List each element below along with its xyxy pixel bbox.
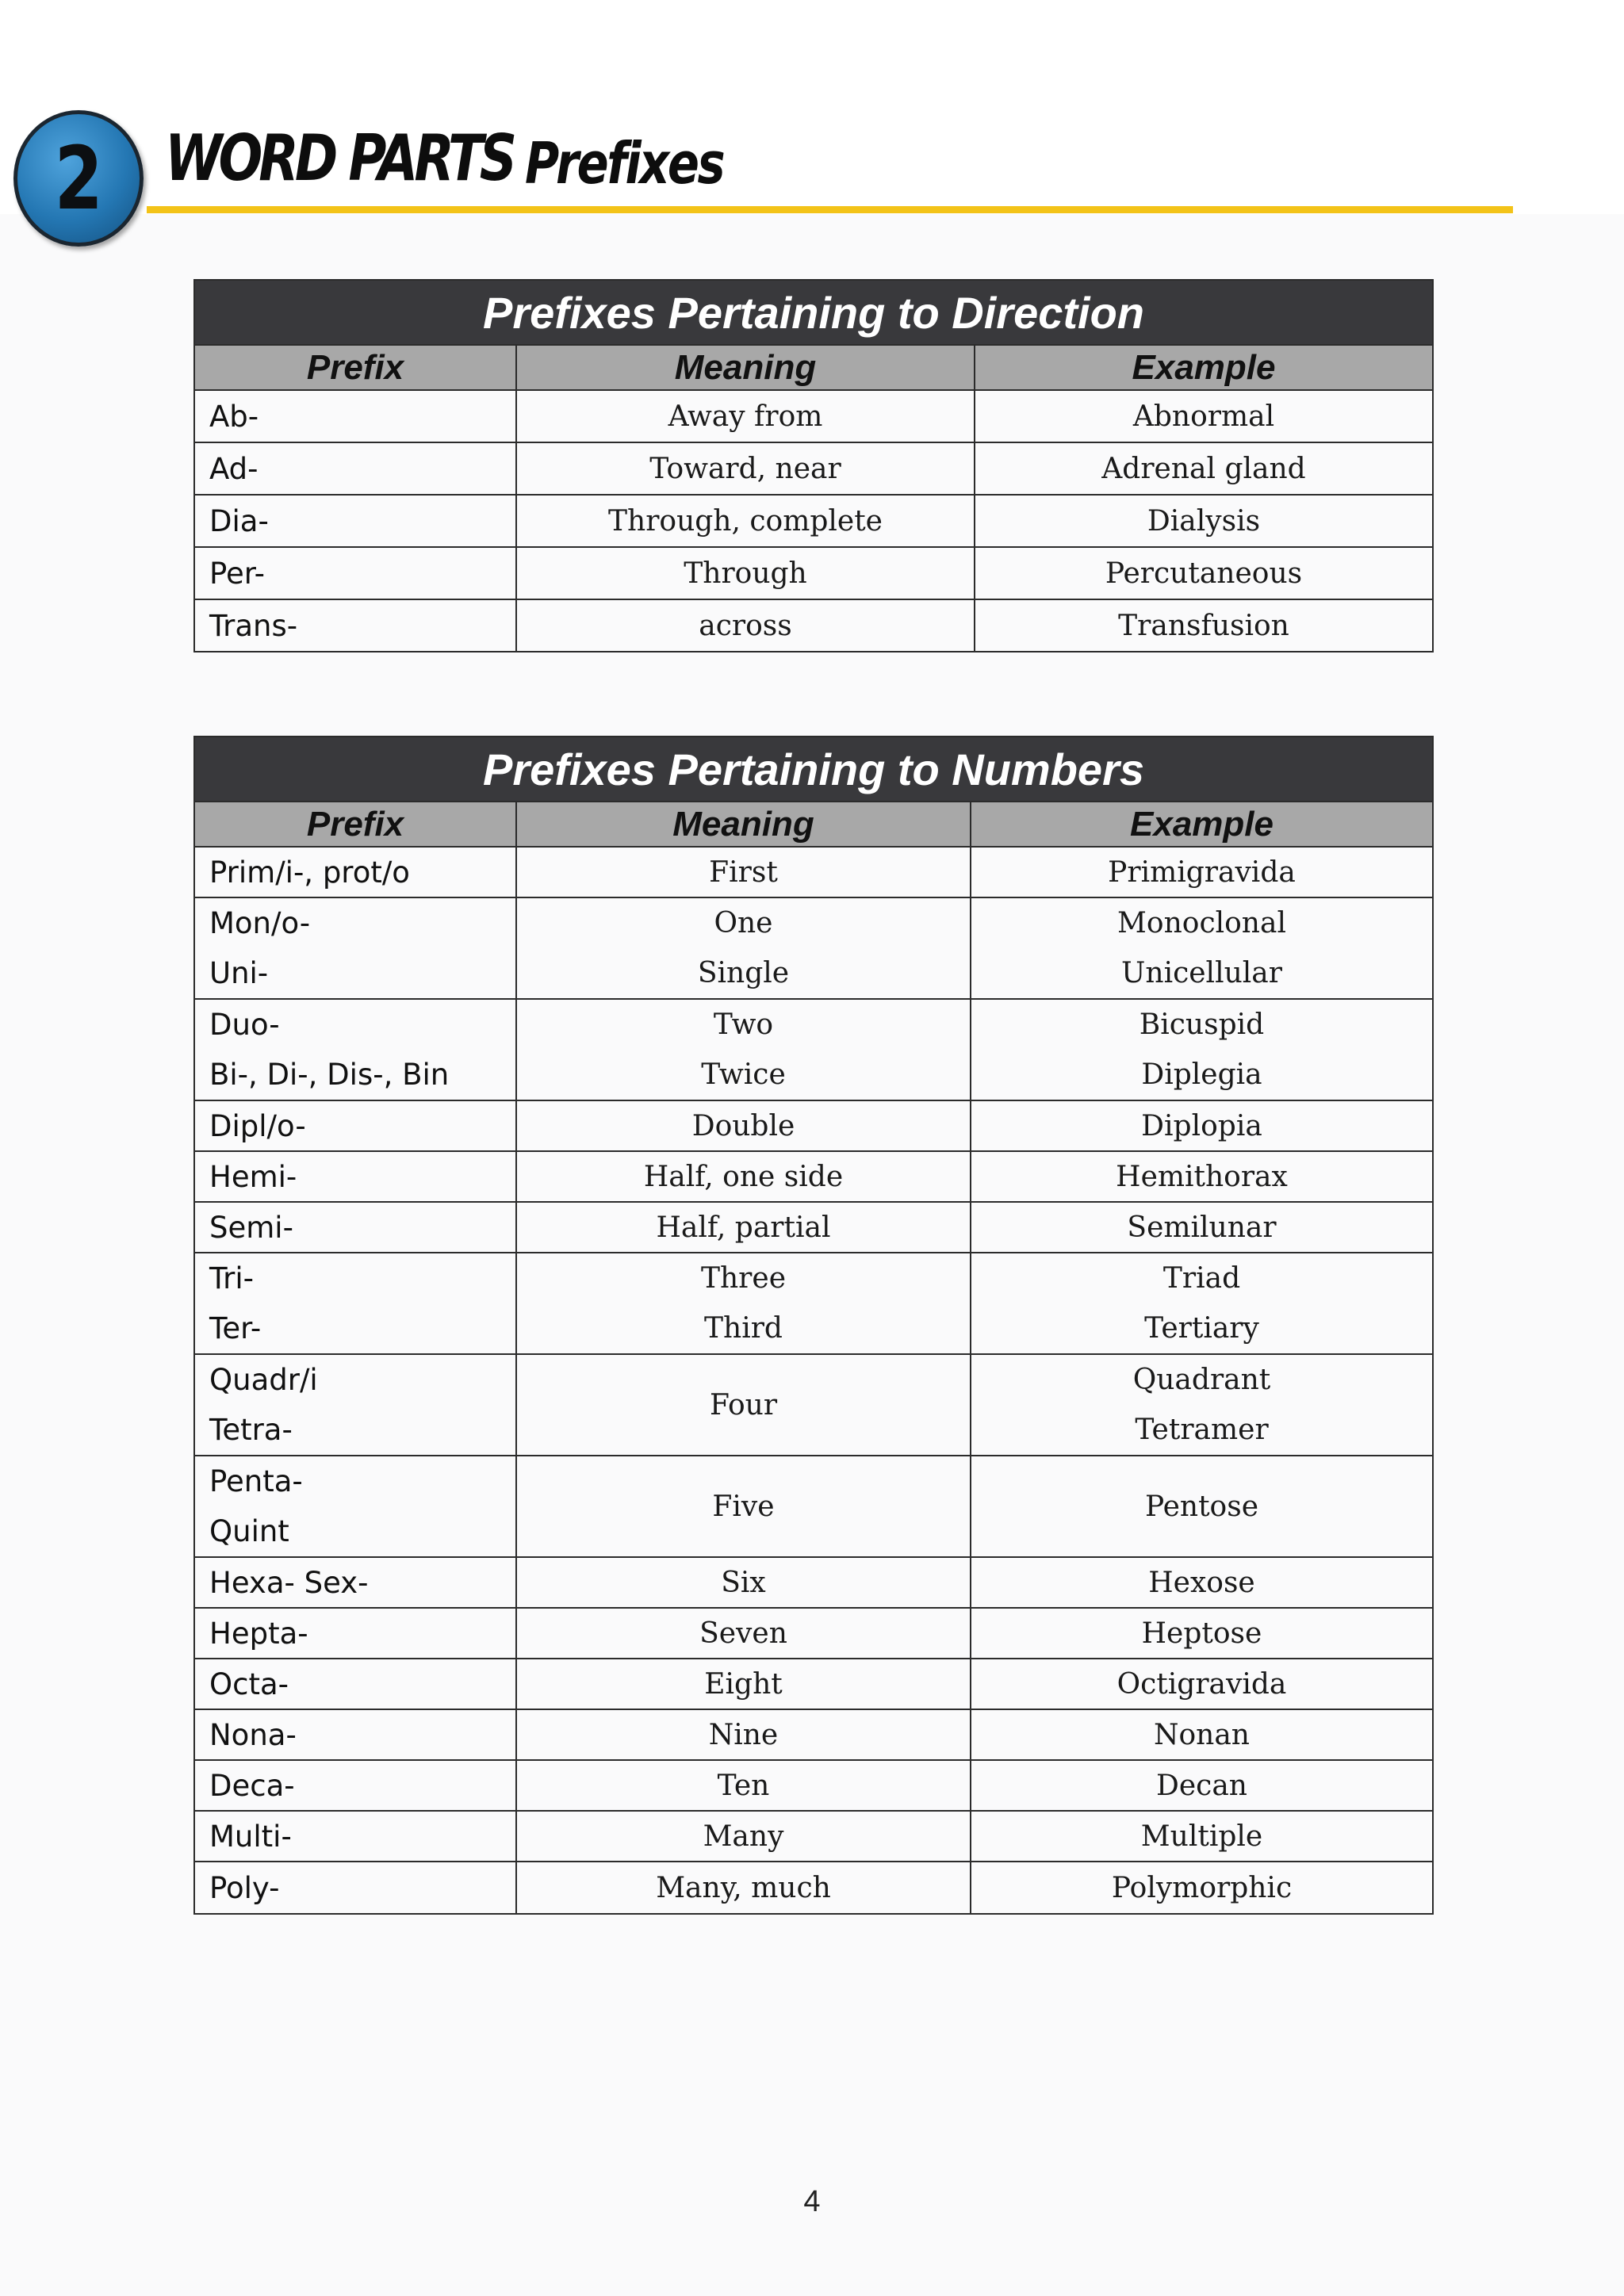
meaning-text: Toward, near: [649, 452, 841, 485]
example-text: Nonan: [1153, 1718, 1250, 1751]
example-text: Decan: [1156, 1769, 1247, 1802]
prefix-cell: [194, 1709, 516, 1760]
example-text: Transfusion: [1118, 609, 1289, 642]
meaning-cell: [516, 1557, 971, 1608]
example-cell: [971, 1354, 1433, 1456]
prefix-text: Semi-: [209, 1210, 293, 1245]
table-row: [194, 1151, 1433, 1202]
table-title: Prefixes Pertaining to Numbers: [194, 737, 1433, 802]
example-cell: [971, 1253, 1433, 1354]
prefix-cell: [194, 599, 516, 652]
prefix-text: Quint: [209, 1514, 289, 1548]
meaning-text: Twice: [701, 1058, 786, 1091]
meaning-text: Nine: [708, 1718, 779, 1751]
meaning-text: Many, much: [656, 1871, 831, 1904]
meaning-text: Single: [697, 957, 790, 989]
example-text: Diplegia: [1141, 1058, 1262, 1091]
column-header-example: Example: [971, 802, 1433, 847]
meaning-text: Double: [691, 1109, 795, 1142]
example-text: Primigravida: [1108, 855, 1296, 889]
table-row: [194, 1456, 1433, 1557]
meaning-cell: [516, 1811, 971, 1862]
meaning-text: Away from: [668, 400, 823, 433]
prefix-text: Ad-: [209, 451, 259, 486]
page-number: 4: [803, 2185, 821, 2218]
prefix-text: Hemi-: [209, 1159, 297, 1194]
prefix-text: Penta-: [209, 1464, 303, 1498]
prefix-cell: [194, 1557, 516, 1608]
prefix-text: Dia-: [209, 503, 269, 538]
meaning-text: Two: [713, 1008, 774, 1041]
meaning-cell: [516, 1253, 971, 1354]
example-text: Triad: [1162, 1262, 1241, 1295]
table-row: [194, 1811, 1433, 1862]
chapter-number: 2: [54, 128, 103, 229]
prefix-cell: [194, 1253, 516, 1354]
meaning-cell: [516, 599, 975, 652]
table-row: [194, 1608, 1433, 1659]
column-header-meaning: Meaning: [516, 345, 975, 390]
example-cell: [971, 1862, 1433, 1914]
prefix-text: Poly-: [209, 1870, 280, 1905]
example-cell: [971, 1760, 1433, 1811]
prefix-cell: [194, 1659, 516, 1709]
prefix-text: Mon/o-: [209, 906, 311, 940]
example-text: Diplopia: [1141, 1109, 1262, 1142]
example-cell: [971, 1659, 1433, 1709]
table-row: [194, 1354, 1433, 1456]
meaning-cell: [516, 1100, 971, 1151]
meaning-cell: [516, 1456, 971, 1557]
meaning-cell: [516, 1709, 971, 1760]
meaning-text: Three: [700, 1262, 786, 1295]
chapter-badge: [13, 110, 144, 247]
example-text: Abnormal: [1132, 400, 1275, 433]
meaning-cell: [516, 1202, 971, 1253]
table-row: [194, 1760, 1433, 1811]
column-header-example: Example: [975, 345, 1433, 390]
prefix-cell: [194, 1862, 516, 1914]
prefix-text: Per-: [209, 556, 265, 591]
example-cell: [971, 1456, 1433, 1557]
example-text: Monoclonal: [1117, 907, 1286, 939]
meaning-cell: [516, 897, 971, 999]
example-cell: [971, 1709, 1433, 1760]
prefix-cell: [194, 1456, 516, 1557]
example-text: Octigravida: [1116, 1667, 1287, 1701]
prefix-cell: [194, 390, 516, 442]
table-row: [194, 495, 1433, 547]
prefix-cell: [194, 547, 516, 599]
meaning-text: Eight: [704, 1667, 783, 1701]
example-text: Adrenal gland: [1101, 452, 1306, 485]
meaning-cell: [516, 1659, 971, 1709]
prefix-text: Deca-: [209, 1768, 295, 1803]
table-row: [194, 1862, 1433, 1914]
prefix-text: Bi-, Di-, Dis-, Bin: [209, 1058, 450, 1092]
example-cell: [975, 442, 1433, 495]
example-text: Heptose: [1141, 1617, 1262, 1650]
prefix-cell: [194, 1151, 516, 1202]
table-row: [194, 1253, 1433, 1354]
meaning-text: Many: [703, 1820, 784, 1853]
meaning-text: Through: [684, 557, 807, 590]
example-text: Bicuspid: [1139, 1008, 1265, 1041]
prefix-cell: [194, 495, 516, 547]
example-cell: [971, 1608, 1433, 1659]
table-row: [194, 1202, 1433, 1253]
example-text: Dialysis: [1147, 504, 1261, 538]
table-row: [194, 1659, 1433, 1709]
table-row: [194, 999, 1433, 1100]
prefix-text: Ter-: [209, 1311, 262, 1345]
example-cell: [971, 1151, 1433, 1202]
example-text: Hexose: [1148, 1566, 1255, 1599]
prefix-cell: [194, 1100, 516, 1151]
example-text: Multiple: [1140, 1820, 1263, 1853]
example-cell: [975, 495, 1433, 547]
prefix-cell: [194, 897, 516, 999]
table-row: [194, 1557, 1433, 1608]
prefix-text: Multi-: [209, 1819, 292, 1854]
meaning-cell: [516, 1608, 971, 1659]
meaning-cell: [516, 1760, 971, 1811]
prefix-text: Ab-: [209, 399, 259, 434]
meaning-cell: [516, 442, 975, 495]
direction-prefix-table: [193, 279, 1434, 652]
example-cell: [971, 847, 1433, 897]
prefix-text: Prim/i-, prot/o: [209, 855, 410, 890]
meaning-text: Through, complete: [608, 504, 883, 538]
meaning-text: Six: [721, 1566, 766, 1599]
prefix-text: Nona-: [209, 1717, 297, 1752]
meaning-text: Four: [709, 1388, 778, 1422]
table-row: [194, 847, 1433, 897]
example-cell: [971, 1811, 1433, 1862]
prefix-text: Tri-: [209, 1261, 255, 1295]
prefix-text: Dipl/o-: [209, 1108, 306, 1143]
example-text: Hemithorax: [1116, 1160, 1288, 1193]
prefix-text: Hepta-: [209, 1616, 308, 1651]
prefix-cell: [194, 442, 516, 495]
meaning-cell: [516, 1151, 971, 1202]
meaning-cell: [516, 495, 975, 547]
prefix-cell: [194, 999, 516, 1100]
column-header-prefix: Prefix: [194, 802, 516, 847]
header-divider: [147, 206, 1513, 213]
prefix-cell: [194, 1608, 516, 1659]
meaning-cell: [516, 1862, 971, 1914]
meaning-cell: [516, 999, 971, 1100]
prefix-text: Quadr/i: [209, 1363, 318, 1397]
prefix-text: Octa-: [209, 1667, 289, 1701]
example-cell: [971, 1100, 1433, 1151]
meaning-text: across: [699, 609, 792, 642]
table-row: [194, 390, 1433, 442]
meaning-cell: [516, 1354, 971, 1456]
prefix-text: Duo-: [209, 1008, 280, 1042]
prefix-text: Uni-: [209, 956, 269, 990]
meaning-text: Half, one side: [643, 1160, 844, 1193]
prefix-cell: [194, 1811, 516, 1862]
example-cell: [971, 897, 1433, 999]
numbers-prefix-table: [193, 736, 1434, 1915]
example-text: Percutaneous: [1105, 557, 1303, 590]
section-subtitle: Prefixes: [525, 130, 724, 197]
example-text: Polymorphic: [1111, 1871, 1293, 1904]
prefix-text: Hexa- Sex-: [209, 1565, 369, 1600]
meaning-text: Seven: [699, 1617, 787, 1650]
table-row: [194, 1100, 1433, 1151]
example-text: Tetramer: [1135, 1414, 1269, 1446]
meaning-cell: [516, 390, 975, 442]
example-text: Quadrant: [1132, 1364, 1271, 1396]
meaning-text: First: [709, 855, 778, 889]
meaning-cell: [516, 847, 971, 897]
example-cell: [971, 1557, 1433, 1608]
meaning-text: Ten: [717, 1769, 770, 1802]
table-row: [194, 547, 1433, 599]
example-cell: [971, 999, 1433, 1100]
example-text: Unicellular: [1121, 957, 1282, 989]
example-cell: [975, 390, 1433, 442]
meaning-text: Five: [712, 1490, 775, 1523]
column-header-prefix: Prefix: [194, 345, 516, 390]
example-text: Tertiary: [1144, 1312, 1259, 1345]
meaning-text: Third: [704, 1312, 783, 1345]
example-cell: [975, 547, 1433, 599]
meaning-text: Half, partial: [656, 1211, 831, 1244]
example-cell: [971, 1202, 1433, 1253]
meaning-cell: [516, 547, 975, 599]
prefix-text: Tetra-: [209, 1413, 293, 1447]
section-title: WORD PARTS: [165, 121, 514, 195]
table-row: [194, 442, 1433, 495]
prefix-cell: [194, 1202, 516, 1253]
table-row: [194, 599, 1433, 652]
example-cell: [975, 599, 1433, 652]
prefix-text: Trans-: [209, 608, 298, 643]
prefix-cell: [194, 847, 516, 897]
prefix-cell: [194, 1354, 516, 1456]
example-text: Semilunar: [1127, 1211, 1277, 1244]
table-title: Prefixes Pertaining to Direction: [194, 280, 1433, 345]
column-header-meaning: Meaning: [516, 802, 971, 847]
table-row: [194, 1709, 1433, 1760]
example-text: Pentose: [1144, 1490, 1258, 1523]
prefix-cell: [194, 1760, 516, 1811]
table-row: [194, 897, 1433, 999]
meaning-text: One: [714, 907, 773, 939]
